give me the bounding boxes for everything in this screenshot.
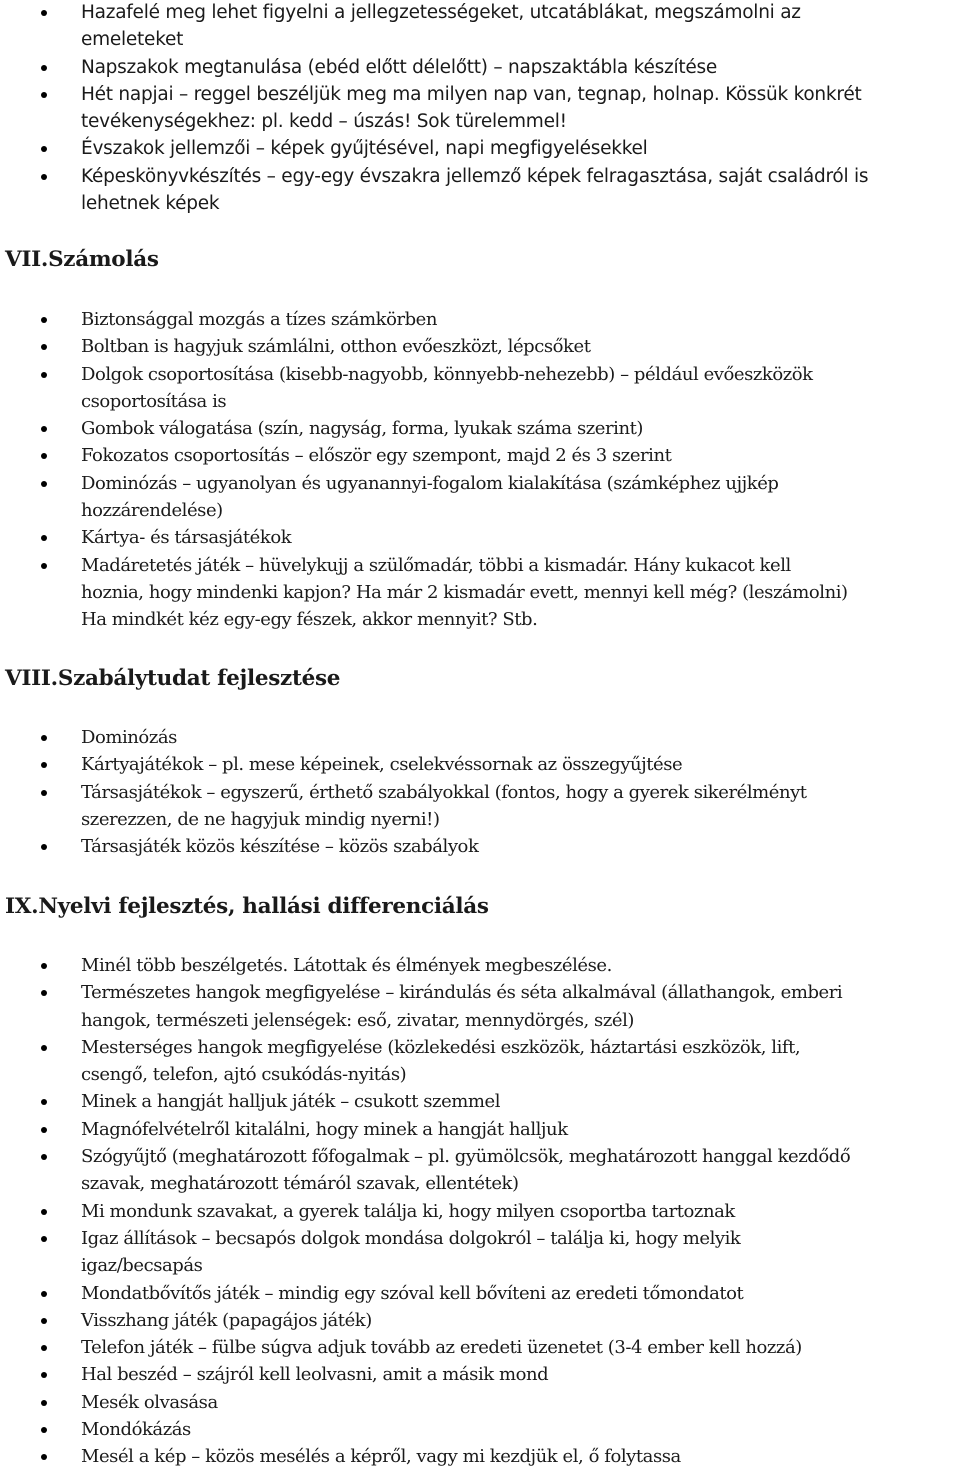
list-item-text: csengő, telefon, ajtó csukódás-nyitás) — [81, 1064, 407, 1086]
list-item-text: Mondókázás — [81, 1419, 191, 1441]
list-item-text: emeleteket — [81, 29, 184, 51]
list-item — [0, 952, 960, 979]
list-item-text: Hal beszéd – szájról kell leolvasni, amit a másik mond — [81, 1364, 549, 1386]
list-item — [0, 833, 960, 860]
bullet-list — [0, 0, 960, 217]
bullet-icon — [41, 535, 47, 541]
list-item — [0, 1334, 960, 1361]
list-item — [0, 779, 960, 834]
list-item — [0, 1034, 960, 1089]
list-item — [0, 1307, 960, 1334]
list-item-text: Minél több beszélgetés. Látottak és élmények megbeszélése. — [81, 955, 612, 976]
list-item-text: Dominózás — [81, 727, 177, 748]
bullet-icon — [41, 1345, 47, 1351]
bullet-icon — [41, 453, 47, 459]
intro-list — [0, 0, 960, 217]
bullet-icon — [41, 1400, 47, 1406]
bullet-icon — [41, 426, 47, 432]
list-item-text: csoportosítása is — [81, 390, 227, 412]
list-item — [0, 1416, 960, 1443]
list-item — [0, 724, 960, 751]
list-item — [0, 442, 960, 469]
bullet-icon — [41, 844, 47, 850]
bullet-icon — [41, 1236, 47, 1242]
bullet-icon — [41, 146, 47, 152]
list-item — [0, 1225, 960, 1280]
bullet-icon — [41, 1154, 47, 1160]
section-heading-nyelvi-fejlesztes: IX.Nyelvi fejlesztés, hallási differenciálás — [5, 894, 489, 919]
list-item-text: Boltban is hagyjuk számlálni, otthon evőeszközt, lépcsőket — [81, 336, 591, 358]
bullet-icon — [41, 372, 47, 378]
list-item-text: Telefon játék – fülbe súgva adjuk tovább az eredeti üzenetet (3-4 ember kell hozzá) — [81, 1337, 802, 1359]
list-item-text: Madáretetés játék – hüvelykujj a szülőmadár, többi a kismadár. Hány kukacot kell — [81, 554, 791, 576]
list-item — [0, 979, 960, 1034]
bullet-icon — [41, 481, 47, 487]
list-item-text: Kártyajátékok – pl. mese képeinek, cselekvéssornak az összegyűjtése — [81, 754, 683, 776]
bullet-icon — [41, 563, 47, 569]
list-item — [0, 751, 960, 778]
list-item-text: Biztonsággal mozgás a tízes számkörben — [81, 309, 438, 330]
list-item-text: hangok, természeti jelenségek: eső, zivatar, mennydörgés, szél) — [81, 1009, 634, 1031]
list-item-text: Minek a hangját halljuk játék – csukott szemmel — [81, 1091, 501, 1113]
list-item-text: Fokozatos csoportosítás – először egy szempont, majd 2 és 3 szerint — [81, 445, 672, 467]
list-item-text: Visszhang játék (papagájos játék) — [81, 1309, 372, 1331]
list-item-text: Napszakok megtanulása (ebéd előtt délelőtt) – napszaktábla készítése — [81, 56, 717, 78]
list-item-text: szavak, meghatározott témáról szavak, ellentétek) — [81, 1173, 519, 1195]
bullet-icon — [41, 1291, 47, 1297]
bullet-icon — [41, 1127, 47, 1133]
list-item-text: Igaz állítások – becsapós dolgok mondása dolgokról – találja ki, hogy melyik — [81, 1227, 741, 1249]
list-item — [0, 1143, 960, 1198]
nyelvi-fejlesztes-list — [0, 952, 960, 1471]
list-item-text: hozzárendelése) — [81, 500, 223, 522]
list-item — [0, 361, 960, 416]
list-item — [0, 552, 960, 634]
list-item — [0, 306, 960, 333]
list-item-text: Társasjátékok – egyszerű, érthető szabályokkal (fontos, hogy a gyerek sikerélményt — [81, 781, 807, 803]
list-item-text: Hazafelé meg lehet figyelni a jellegzetességeket, utcatáblákat, megszámolni az — [81, 2, 801, 23]
bullet-list — [0, 952, 960, 1471]
list-item-text: Mesterséges hangok megfigyelése (közlekedési eszközök, háztartási eszközök, lift, — [81, 1036, 801, 1058]
list-item-text: Dolgok csoportosítása (kisebb-nagyobb, könnyebb-nehezebb) – például evőeszközök — [81, 363, 813, 385]
bullet-icon — [41, 92, 47, 98]
szabalytudat-list — [0, 724, 960, 860]
list-item — [0, 1443, 960, 1470]
list-item — [0, 1198, 960, 1225]
bullet-icon — [41, 344, 47, 350]
list-item-text: Gombok válogatása (szín, nagyság, forma, lyukak száma szerint) — [81, 418, 643, 440]
list-item — [0, 0, 960, 54]
list-item — [0, 1088, 960, 1115]
list-item-text: Mesék olvasása — [81, 1391, 218, 1413]
list-item — [0, 1280, 960, 1307]
bullet-icon — [41, 1454, 47, 1460]
list-item — [0, 1116, 960, 1143]
bullet-icon — [41, 1045, 47, 1051]
bullet-list — [0, 306, 960, 634]
list-item-text: Hét napjai – reggel beszéljük meg ma milyen nap van, tegnap, holnap. Kössük konkrét — [81, 83, 862, 105]
list-item-text: szerezzen, de ne hagyjuk mindig nyerni!) — [81, 808, 440, 830]
bullet-icon — [41, 1209, 47, 1215]
list-item-text: Mesél a kép – közös mesélés a képről, vagy mi kezdjük el, ő folytassa — [81, 1446, 681, 1468]
bullet-icon — [41, 1318, 47, 1324]
list-item-text: igaz/becsapás — [81, 1255, 203, 1277]
list-item — [0, 470, 960, 525]
list-item — [0, 54, 960, 81]
bullet-icon — [41, 65, 47, 71]
bullet-icon — [41, 174, 47, 180]
list-item-text: lehetnek képek — [81, 193, 220, 215]
bullet-icon — [41, 1372, 47, 1378]
bullet-icon — [41, 762, 47, 768]
list-item — [0, 163, 960, 218]
list-item-text: hoznia, hogy mindenki kapjon? Ha már 2 kismadár evett, mennyi kell még? (leszámolni) — [81, 581, 848, 603]
bullet-list — [0, 724, 960, 860]
list-item-text: Kártya- és társasjátékok — [81, 527, 292, 549]
list-item-text: Évszakok jellemzői – képek gyűjtésével, napi megfigyelésekkel — [81, 138, 648, 160]
bullet-icon — [41, 790, 47, 796]
bullet-icon — [41, 735, 47, 741]
list-item-text: Társasjáték közös készítése – közös szabályok — [81, 836, 479, 858]
bullet-icon — [41, 1427, 47, 1433]
list-item-text: Szógyűjtő (meghatározott főfogalmak – pl. gyümölcsök, meghatározott hanggal kezdődő — [81, 1146, 851, 1168]
bullet-icon — [41, 317, 47, 323]
list-item — [0, 1361, 960, 1388]
list-item — [0, 135, 960, 162]
list-item-text: Mondatbővítős játék – mindig egy szóval kell bővíteni az eredeti tőmondatot — [81, 1282, 744, 1304]
list-item — [0, 415, 960, 442]
list-item-text: Magnófelvételről kitalálni, hogy minek a hangját halljuk — [81, 1118, 568, 1140]
list-item — [0, 81, 960, 136]
section-heading-szamolas: VII.Számolás — [5, 247, 159, 272]
list-item — [0, 1389, 960, 1416]
bullet-icon — [41, 990, 47, 996]
list-item-text: Képeskönyvkészítés – egy-egy évszakra jellemző képek felragasztása, saját családról is — [81, 165, 869, 187]
list-item-text: Mi mondunk szavakat, a gyerek találja ki, hogy milyen csoportba tartoznak — [81, 1200, 735, 1222]
list-item-text: tevékenységekhez: pl. kedd – úszás! Sok türelemmel! — [81, 111, 567, 133]
szamolas-list — [0, 306, 960, 634]
bullet-icon — [41, 963, 47, 969]
bullet-icon — [41, 10, 47, 16]
bullet-icon — [41, 1099, 47, 1105]
list-item-text: Természetes hangok megfigyelése – kirándulás és séta alkalmával (állathangok, emberi — [81, 982, 843, 1004]
section-heading-szabalytudat: VIII.Szabálytudat fejlesztése — [5, 666, 341, 691]
list-item — [0, 333, 960, 360]
list-item-text: Ha mindkét kéz egy-egy fészek, akkor mennyit? Stb. — [81, 609, 538, 631]
list-item — [0, 524, 960, 551]
list-item-text: Dominózás – ugyanolyan és ugyanannyi-fogalom kialakítása (számképhez ujjkép — [81, 472, 779, 494]
